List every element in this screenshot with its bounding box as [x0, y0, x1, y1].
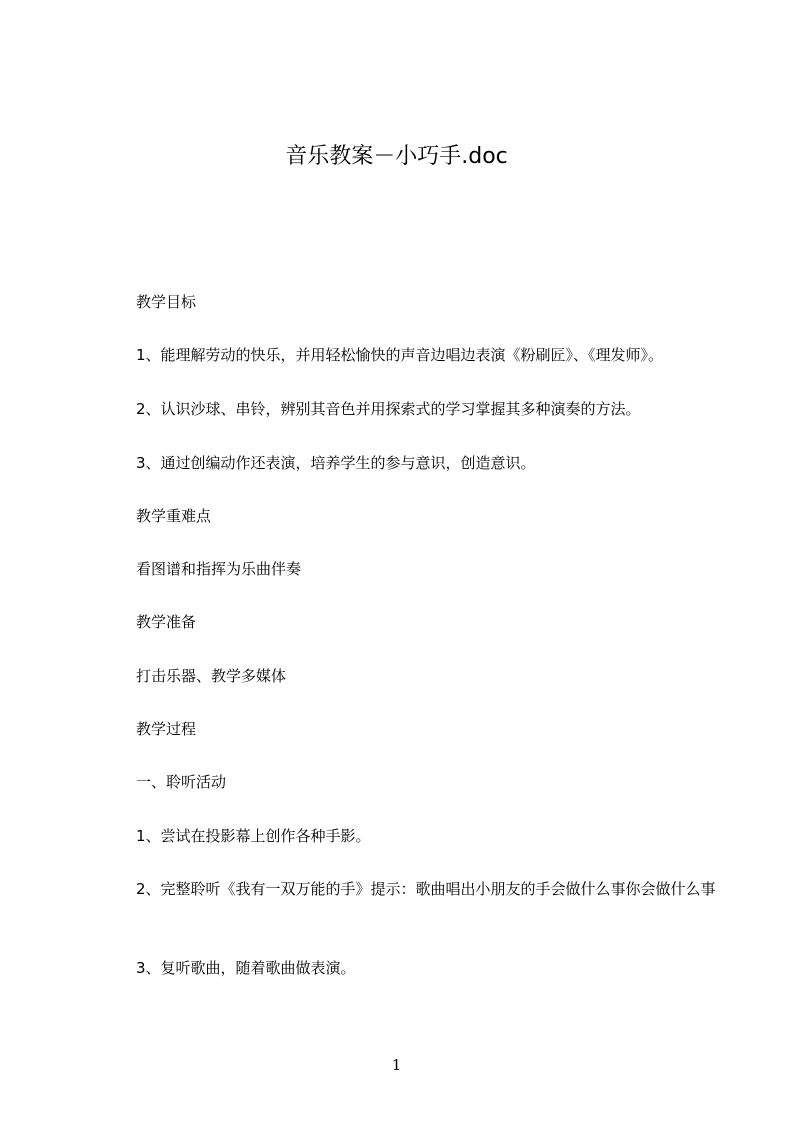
paragraph-step-3: 3、复听歌曲，随着歌曲做表演。: [136, 959, 356, 977]
paragraph-preparation: 打击乐器、教学多媒体: [136, 667, 287, 685]
paragraph-step-2: 2、完整聆听《我有一双万能的手》提示：歌曲唱出小朋友的手会做什么事你会做什么事: [136, 880, 716, 898]
document-title: 音乐教案－小巧手.doc: [285, 144, 508, 169]
paragraph-goal-1: 1、能理解劳动的快乐，并用轻松愉快的声音边唱边表演《粉刷匠》、《理发师》。: [136, 346, 664, 364]
paragraph-goal-2: 2、认识沙球、串铃，辨别其音色并用探索式的学习掌握其多种演奏的方法。: [136, 400, 641, 418]
paragraph-goal-3: 3、通过创编动作还表演，培养学生的参与意识，创造意识。: [136, 454, 536, 472]
paragraph-key-points-heading: 教学重难点: [136, 507, 212, 525]
paragraph-process-heading: 教学过程: [136, 720, 197, 738]
paragraph-section-1-heading: 一、聆听活动: [136, 773, 227, 791]
page-number: 1: [391, 1056, 402, 1074]
paragraph-preparation-heading: 教学准备: [136, 613, 197, 631]
paragraph-step-1: 1、尝试在投影幕上创作各种手影。: [136, 827, 371, 845]
paragraph-key-points: 看图谱和指挥为乐曲伴奏: [136, 560, 302, 578]
paragraph-teaching-goals-heading: 教学目标: [136, 293, 197, 311]
